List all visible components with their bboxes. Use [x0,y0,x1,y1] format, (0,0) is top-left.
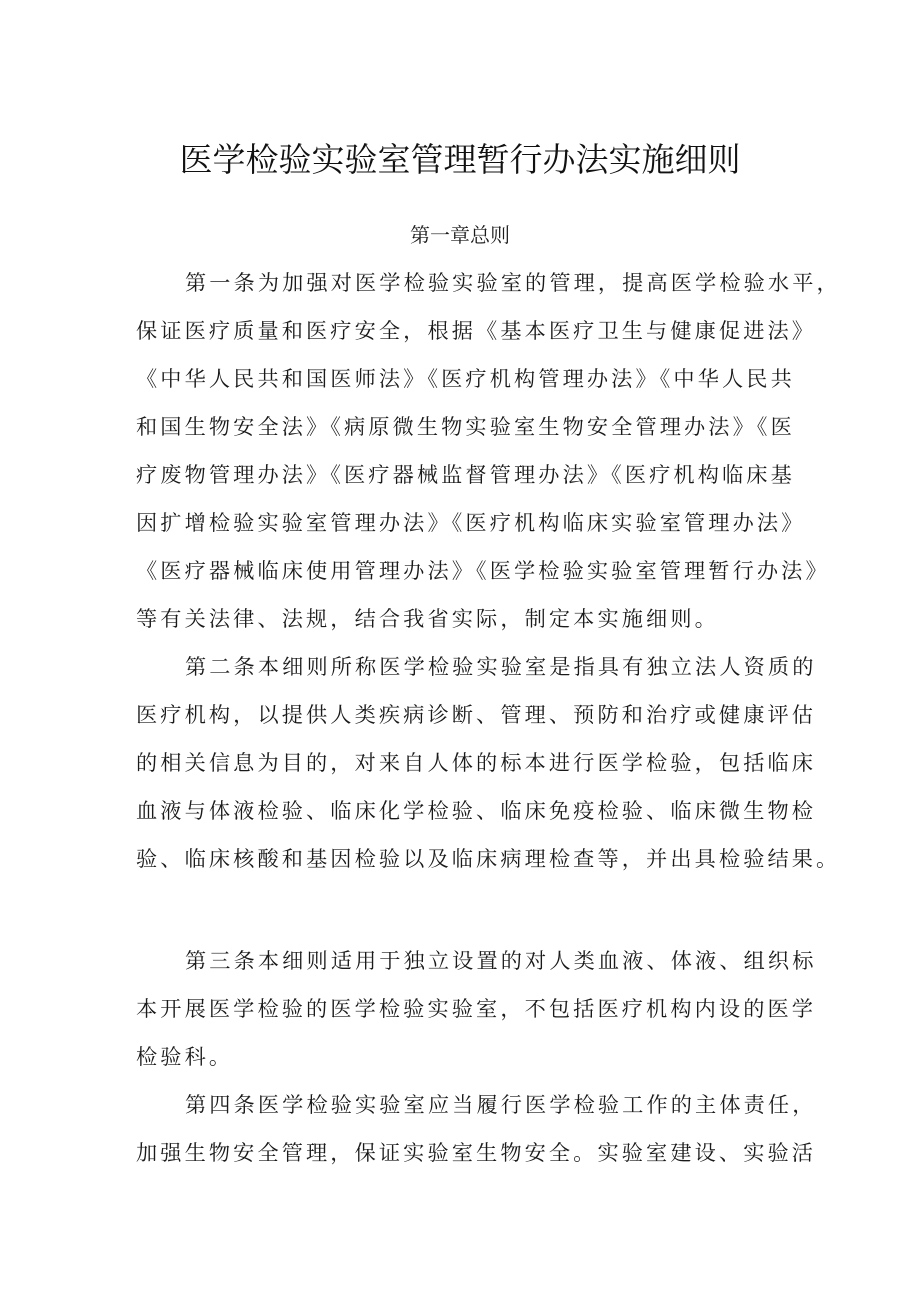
document-title: 医学检验实验室管理暂行办法实施细则 [179,140,741,180]
text-line: 因扩增检验实验室管理办法》《医疗机构临床实验室管理办法》 [136,510,806,535]
text-line: 检验科。 [136,1044,234,1069]
text-line: 验、临床核酸和基因检验以及临床病理检查等，并出具检验结果。 [136,846,841,871]
text-line: 《医疗器械临床使用管理办法》《医学检验实验室管理暂行办法》 [136,558,830,583]
text-line: 加强生物安全管理，保证实验室生物安全。实验室建设、实验活 [136,1140,817,1165]
text-line: 的相关信息为目的，对来自人体的标本进行医学检验，包括临床 [136,750,817,775]
text-line: 第三条本细则适用于独立设置的对人类血液、体液、组织标 [185,948,817,973]
text-line: 和国生物安全法》《病原微生物实验室生物安全管理办法》《医 [136,414,795,439]
text-line: 《中华人民共和国医师法》《医疗机构管理办法》《中华人民共 [136,366,795,391]
text-line: 医疗机构，以提供人类疾病诊断、管理、预防和治疗或健康评估 [136,702,817,727]
text-line: 保证医疗质量和医疗安全，根据《基本医疗卫生与健康促进法》 [136,318,817,343]
text-line: 等有关法律、法规，结合我省实际，制定本实施细则。 [136,606,719,631]
text-line: 血液与体液检验、临床化学检验、临床免疫检验、临床微生物检 [136,798,817,823]
text-line: 第二条本细则所称医学检验实验室是指具有独立法人资质的 [185,654,817,679]
text-line: 本开展医学检验的医学检验实验室，不包括医疗机构内设的医学 [136,996,817,1021]
chapter-heading: 第一章总则 [410,223,510,247]
text-line: 第一条为加强对医学检验实验室的管理，提高医学检验水平， [185,270,841,295]
text-line: 第四条医学检验实验室应当履行医学检验工作的主体责任， [185,1092,817,1117]
text-line: 疗废物管理办法》《医疗器械监督管理办法》《医疗机构临床基 [136,462,795,487]
